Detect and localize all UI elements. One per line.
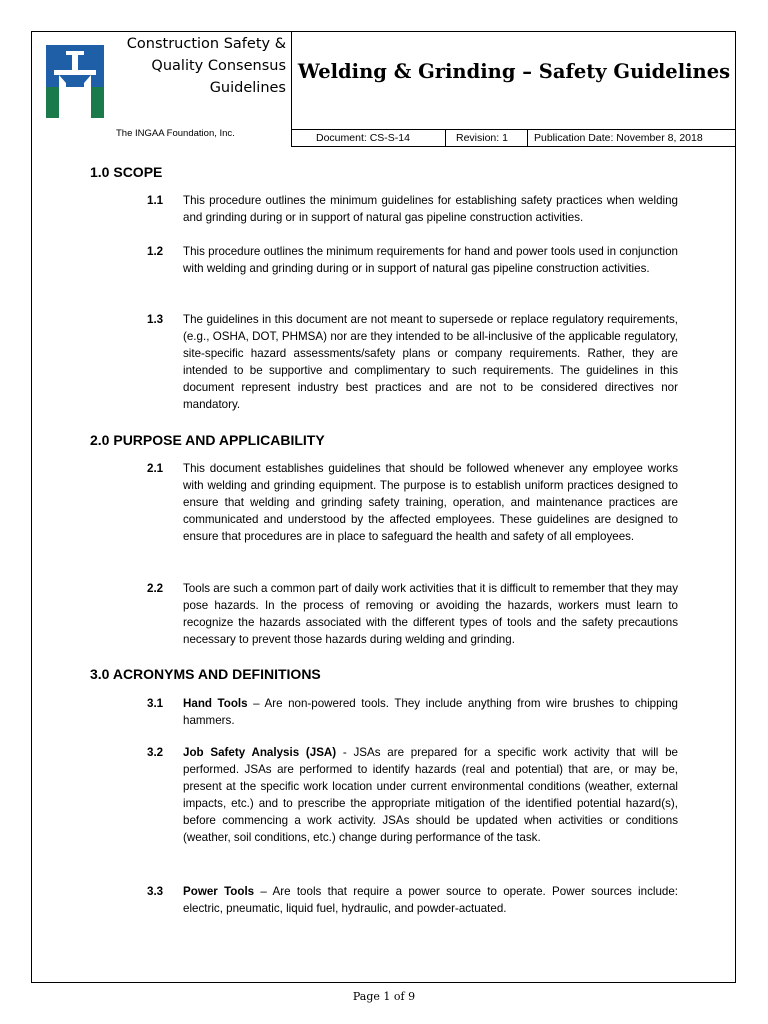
clause-1-2	[147, 243, 678, 277]
clause-3-3	[147, 883, 678, 917]
publication-date: Publication Date: November 8, 2018	[534, 132, 703, 144]
definition-text: – Are non-powered tools. They include anything from wire brushes to chipping hammers.	[183, 697, 679, 727]
clause-number: 3.2	[147, 746, 164, 759]
meta-separator	[445, 129, 446, 146]
clause-text	[183, 695, 678, 729]
clause-1-1	[147, 192, 678, 226]
meta-separator	[527, 129, 528, 146]
org-title	[112, 33, 286, 99]
org-title-line: Construction Safety &	[126, 36, 286, 52]
clause-text	[183, 883, 678, 917]
foundation-name: The INGAA Foundation, Inc.	[116, 128, 235, 139]
page-number: Page 1 of 9	[352, 990, 416, 1003]
document-title: Welding & Grinding – Safety Guidelines	[297, 60, 731, 83]
ingaa-logo	[46, 45, 104, 118]
clause-text: The guidelines in this document are not meant to supersede or replace regulatory requirements, (e.g., OSHA, DOT, PHMSA) nor are they intended to be all-inclusive of the applicable regulatory, site-specific hazard assessments/safety plans or company requirements. Rather, they are intended to be supportive and complimentary to such requirements. The guidelines in this document represent industry best practices and are not to be considered directives nor mandatory.	[183, 313, 678, 411]
clause-number: 3.3	[147, 885, 164, 898]
clause-number: 1.1	[147, 194, 164, 207]
definition-term: Hand Tools	[183, 697, 248, 710]
definition-term: Job Safety Analysis (JSA)	[183, 746, 337, 759]
clause-3-1	[147, 695, 678, 729]
clause-1-3	[147, 311, 678, 413]
header-meta-top-rule	[291, 129, 736, 130]
definition-text: – Are tools that require a power source to operate. Power sources include: electric, pneumatic, liquid fuel, hydraulic, and powder-actuated.	[183, 885, 679, 915]
clause-number: 2.2	[147, 582, 164, 595]
section-heading-purpose: 2.0 PURPOSE AND APPLICABILITY	[90, 432, 325, 448]
org-title-line: Guidelines	[209, 80, 286, 96]
definition-term: Power Tools	[183, 885, 255, 898]
document-number: Document: CS-S-14	[316, 132, 410, 144]
clause-text: This procedure outlines the minimum guidelines for establishing safety practices when welding and grinding during or in support of natural gas pipeline construction activities.	[183, 194, 678, 224]
clause-number: 3.1	[147, 697, 164, 710]
clause-3-2	[147, 744, 678, 846]
section-heading-definitions: 3.0 ACRONYMS AND DEFINITIONS	[90, 666, 321, 682]
org-title-line: Quality Consensus	[151, 58, 286, 74]
revision-number: Revision: 1	[456, 132, 508, 144]
clause-2-2	[147, 580, 678, 648]
clause-2-1	[147, 460, 678, 545]
clause-text: This procedure outlines the minimum requirements for hand and power tools used in conjunction with welding and grinding during or in support of natural gas pipeline construction activities.	[183, 245, 678, 275]
clause-number: 2.1	[147, 462, 164, 475]
clause-number: 1.3	[147, 313, 164, 326]
clause-text: This document establishes guidelines that should be followed whenever any employee works with welding and grinding equipment. The purpose is to establish uniform practices designed to ensure that welding and grinding safety training, operation, and maintenance practices are communicated and understood by the affected employees. These guidelines are designed to ensure that procedures are in place to safeguard the health and safety of all employees.	[183, 462, 678, 543]
clause-text: Tools are such a common part of daily work activities that it is difficult to remember that they may pose hazards. In the process of removing or avoiding the hazards, workers must learn to recognize the hazards associated with the different types of tools and the safety precautions necessary to prevent those hazards during welding and grinding.	[183, 582, 678, 646]
section-heading-scope: 1.0 SCOPE	[90, 164, 163, 180]
clause-number: 1.2	[147, 245, 164, 258]
header-meta-bottom-rule	[291, 146, 736, 147]
clause-text	[183, 744, 678, 846]
definition-text: - JSAs are prepared for a specific work activity that will be performed. JSAs are performed to identify hazards (real and potential) that are, or may be, present at the specific work location under current environmental conditions (weather, external impacts, etc.) and to prescribe the appropriate mitigation of the identified potential hazard(s), before commencing a work activity. JSAs should be updated when activities or conditions (weather, soil conditions, etc.) change during performance of the task.	[183, 746, 679, 844]
